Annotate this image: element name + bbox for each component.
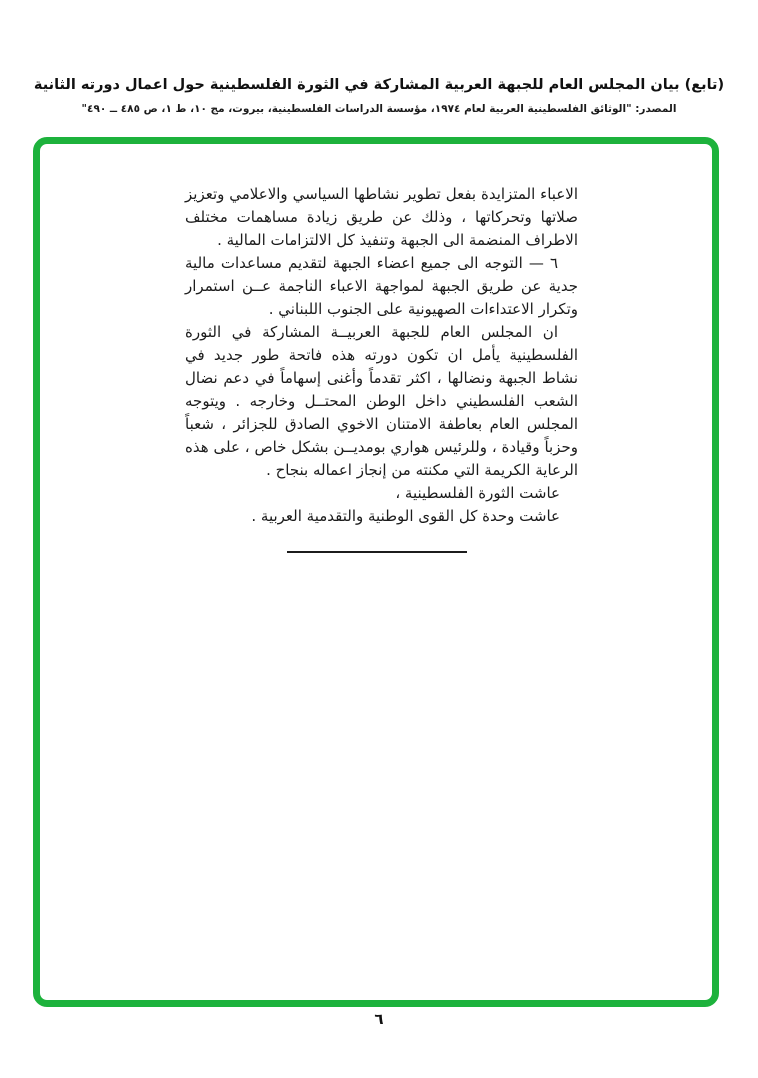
paragraph-closing: ان المجلس العام للجبهة العربيــة المشاركة في الثورة الفلسطينية يأمل ان تكون دورته هذه فاتحة طور جديد في نشاط الجبهة ونضالها ، اكثر تقدماً وأغنى إسهاماً في دعم نضال الشعب الفلسطيني داخل الوطن المحتــل وخارجه . ويتوجه المجلس العام بعاطفة الامتنان الاخوي الصادق للجزائر ، شعباً وحزباً وقيادة ، وللرئيس هواري بومديــن بشكل خاص ، على هذه الرعاية الكريمة التي مكنته من إنجاز اعماله بنجاح . — [185, 323, 578, 479]
page-number: ٦ — [374, 1010, 384, 1028]
paragraph-continuation: الاعباء المتزايدة بفعل تطوير نشاطها السياسي والاعلامي وتعزيز صلاتها وتحركاتها ، وذلك عن طريق زيادة مساهمات مختلف الاطراف المنضمة الى الجبهة وتنفيذ كل الالتزامات المالية . — [185, 185, 578, 249]
document-title: (تابع) بيان المجلس العام للجبهة العربية المشاركة في الثورة الفلسطينية حول اعمال دورته الثانية — [33, 77, 725, 93]
section-divider — [287, 551, 467, 553]
document-header — [0, 74, 758, 117]
source-citation: المصدر: "الوثائق الفلسطينية العربية لعام ١٩٧٤، مؤسسة الدراسات الفلسطينية، بيروت، مج ١٠، ط ١، ص ٤٨٥ ــ ٤٩٠" — [81, 103, 677, 115]
paragraph-item-6: ٦ — التوجه الى جميع اعضاء الجبهة لتقديم مساعدات مالية جدية عن طريق الجبهة لمواجهة الاعباء الناجمة عــن استمرار وتكرار الاعتداءات الصهيونية على الجنوب اللبناني . — [185, 254, 578, 318]
document-body — [185, 183, 578, 528]
slogan-line-2: عاشت وحدة كل القوى الوطنية والتقدمية العربية . — [251, 507, 560, 525]
slogan-line-1: عاشت الثورة الفلسطينية ، — [395, 484, 560, 502]
